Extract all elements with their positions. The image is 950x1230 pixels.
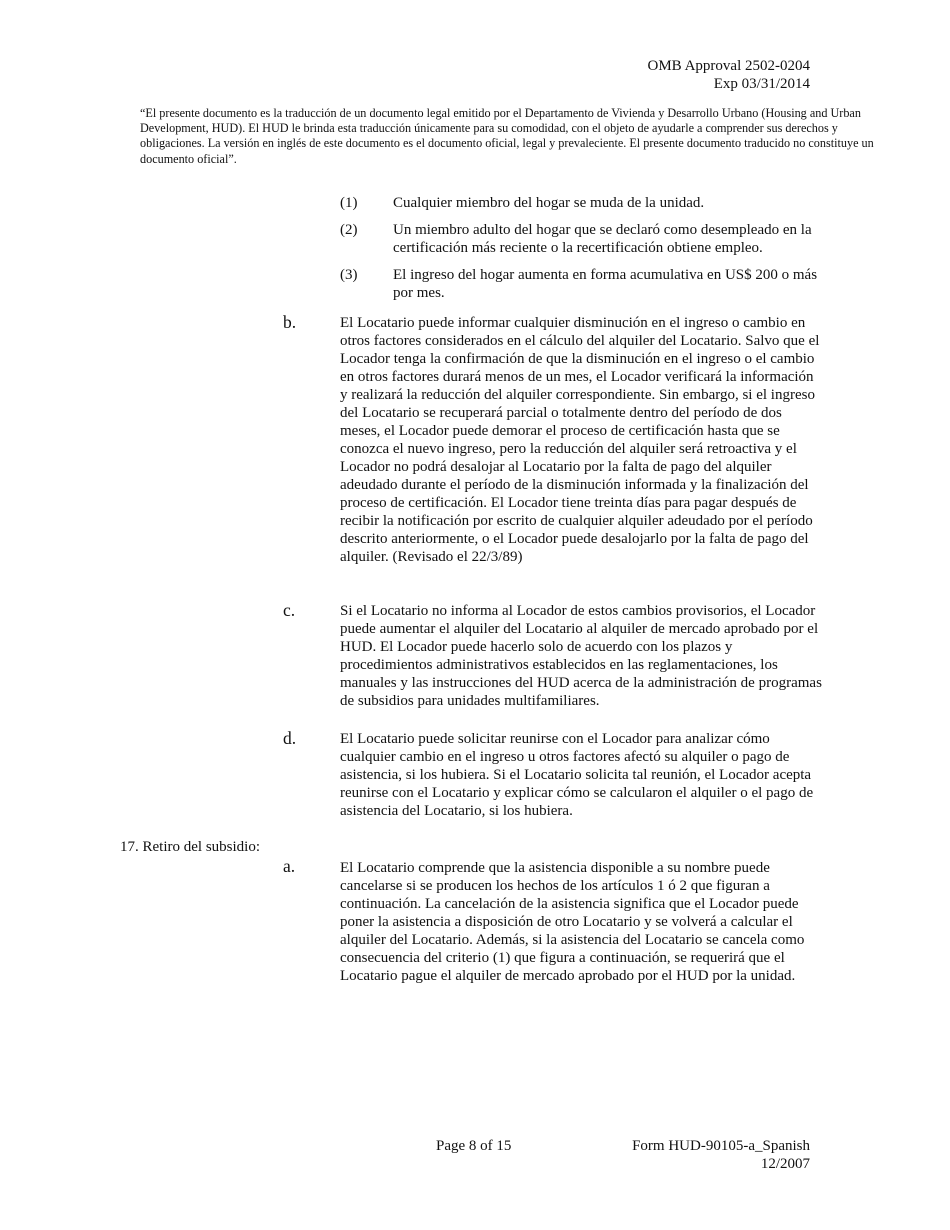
paragraph-text: Si el Locatario no informa al Locador de estos cambios provisorios, el Locador puede aumentar el alquiler del Locatario al alquiler de mercado aprobado por el HUD. El Locador puede hacerlo solo de acuerdo con los plazos y procedimientos administrativos establecidos en las reglamentaciones, los manuales y las instrucciones del HUD acerca de la administración de programas de subsidios para unidades multifamiliares.: [340, 603, 822, 709]
paragraph-text: El Locatario puede informar cualquier disminución en el ingreso o cambio en otros factores considerados en el cálculo del alquiler del Locatario. Salvo que el Locador tenga la confirmación de que la disminución en el ingreso o el cambio en otros factores durará menos de un mes, el Locador verificará la información y realizará la reducción del alquiler correspondiente. Sin embargo, si el ingreso del Locatario se recuperará parcial o totalmente dentro del período de dos meses, el Locador puede demorar el proceso de certificación hasta que se conozca el nuevo ingreso, pero la reducción del alquiler será retroactiva y el Locador no podrá desalojar al Locatario por la falta de pago del alquiler adeudado durante el período de la disminución informada y la finalización del proceso de certificación. El Locador tiene treinta días para pagar después de recibir la notificación por escrito de cualquier alquiler adeudado por el período descrito anteriormente, o el Locador puede desalojarlo por la falta de pago del alquiler. (Revisado el 22/3/89): [340, 315, 820, 565]
paragraph-text: El Locatario comprende que la asistencia disponible a su nombre puede cancelarse si se producen los hechos de los artículos 1 ó 2 que figuran a continuación. La cancelación de la asistencia significa que el Locador puede poner la asistencia a disposición de otro Locatario y se volverá a calcular el alquiler del Locatario. Además, si la asistencia del Locatario se cancela como consecuencia del criterio (1) que figura a continuación, se requerirá que el Locatario pague el alquiler de mercado aprobado por el HUD por la unidad.: [340, 860, 805, 984]
form-name: Form HUD-90105-a_Spanish: [632, 1138, 810, 1154]
paragraph-letter: a.: [283, 856, 296, 876]
paragraph-letter: c.: [283, 600, 296, 620]
omb-approval-number: OMB Approval 2502-0204: [647, 58, 810, 74]
paragraph-letter: b.: [283, 312, 297, 332]
numbered-item-text: Un miembro adulto del hogar que se declaró como desempleado en la certificación más reciente o la recertificación obtiene empleo.: [393, 222, 812, 256]
section-title: 17. Retiro del subsidio:: [120, 839, 260, 855]
omb-expiration: Exp 03/31/2014: [713, 76, 810, 92]
omb-approval-block: [648, 57, 811, 93]
paragraph-letter: d.: [283, 728, 297, 748]
numbered-item-label: (1): [340, 195, 358, 211]
numbered-item-label: (2): [340, 222, 358, 238]
form-date: 12/2007: [760, 1156, 810, 1172]
paragraph-text: El Locatario puede solicitar reunirse con el Locador para analizar cómo cualquier cambio en el ingreso u otros factores afectó su alquiler o pago de asistencia, si los hubiera. Si el Locatario solicita tal reunión, el Locador acepta reunirse con el Locatario y explicar cómo se calcularon el alquiler o el pago de asistencia del Locatario, si los hubiera.: [340, 731, 814, 819]
form-identifier: [632, 1137, 810, 1173]
translation-disclaimer: “El presente documento es la traducción de un documento legal emitido por el Departamento de Vivienda y Desarrollo Urbano (Housing and Urban Development, HUD). El HUD le brinda esta traducción únicamente para su comodidad, con el objeto de ayudarle a comprender sus derechos y obligaciones. La versión en inglés de este documento es el documento oficial, legal y prevaleciente. El presente documento traducido no constituye un documento oficial”.: [140, 106, 874, 166]
numbered-item-label: (3): [340, 267, 358, 283]
page-number: Page 8 of 15: [436, 1138, 512, 1154]
numbered-item-text: El ingreso del hogar aumenta en forma acumulativa en US$ 200 o más por mes.: [393, 267, 818, 301]
numbered-item-text: Cualquier miembro del hogar se muda de la unidad.: [393, 195, 705, 211]
